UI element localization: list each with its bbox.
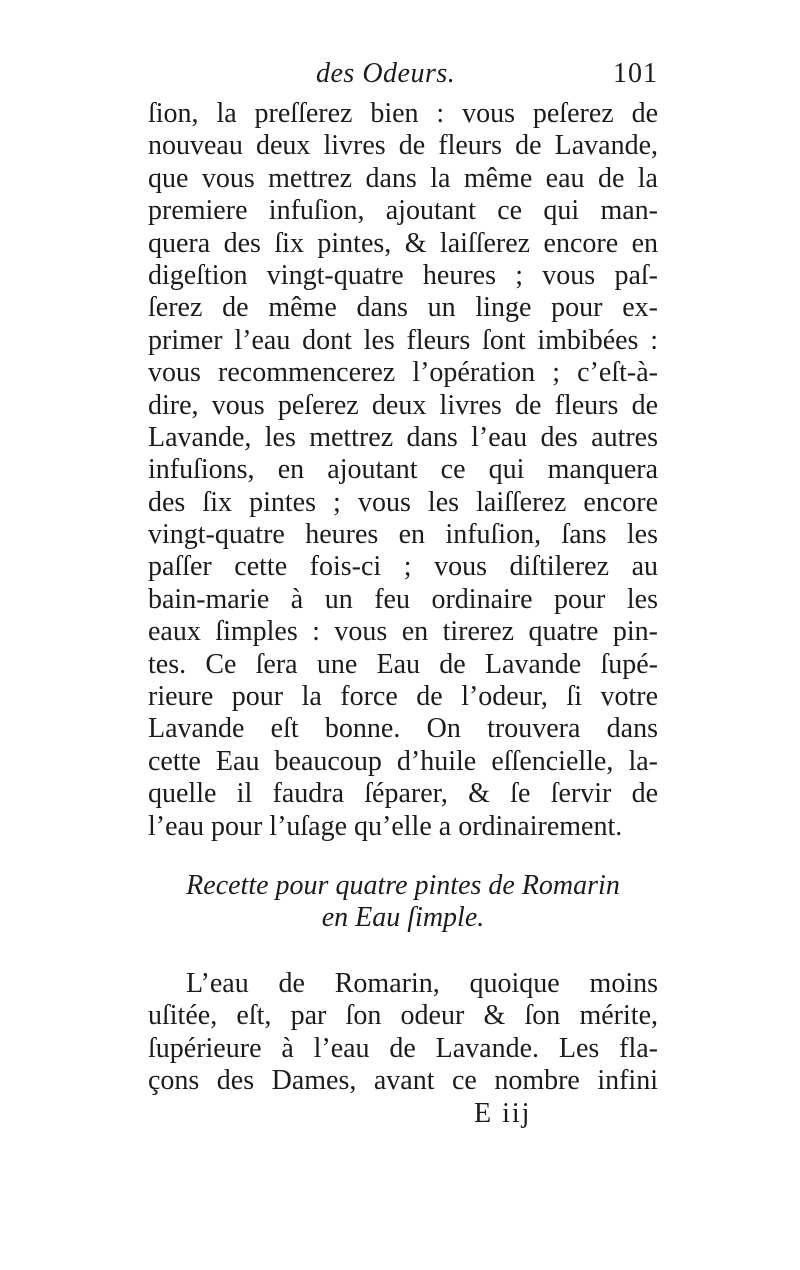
signature-mark: E iij: [474, 1098, 532, 1129]
text-line: des ſix pintes ; vous les laiſſerez encore: [148, 486, 658, 518]
text-line: infuſions, en ajoutant ce qui manquera: [148, 454, 658, 486]
text-line: quera des ſix pintes, & laiſſerez encore en: [148, 227, 658, 259]
recipe-heading-line-2: en Eau ſimple.: [321, 902, 485, 933]
text-line: ſerez de même dans un linge pour ex-: [148, 292, 658, 324]
text-line: cette Eau beaucoup d’huile eſſencielle, la-: [148, 745, 658, 777]
recipe-heading-line-1: Recette pour quatre pintes de Romarin: [186, 870, 620, 901]
text-line: Lavande, les mettrez dans l’eau des autres: [148, 421, 658, 453]
text-line: que vous mettrez dans la même eau de la: [148, 162, 658, 194]
text-line: eaux ſimples : vous en tirerez quatre pin-: [148, 616, 658, 648]
recipe-heading: [148, 870, 658, 934]
body-paragraph-1: [148, 98, 658, 843]
text-line: premiere infuſion, ajoutant ce qui man-: [148, 195, 658, 227]
running-title: des Odeurs.: [316, 58, 456, 89]
text-line: tes. Ce ſera une Eau de Lavande ſupé-: [148, 648, 658, 680]
text-line: bain-marie à un feu ordinaire pour les: [148, 583, 658, 615]
text-line: rieure pour la force de l’odeur, ſi votre: [148, 681, 658, 713]
page-number: 101: [613, 58, 658, 89]
running-head: [148, 58, 658, 98]
text-line: digeſtion vingt-quatre heures ; vous paſ-: [148, 259, 658, 291]
text-line: primer l’eau dont les fleurs ſont imbibées :: [148, 324, 658, 356]
text-line: çons des Dames, avant ce nombre infini: [148, 1065, 658, 1097]
text-line: Lavande eſt bonne. On trouvera dans: [148, 713, 658, 745]
text-line: vingt-quatre heures en infuſion, ſans les: [148, 519, 658, 551]
text-line: ſupérieure à l’eau de Lavande. Les fla-: [148, 1032, 658, 1064]
text-line: nouveau deux livres de fleurs de Lavande,: [148, 130, 658, 162]
text-line: l’eau pour l’uſage qu’elle a ordinairement.: [148, 810, 623, 842]
text-line: dire, vous peſerez deux livres de fleurs de: [148, 389, 658, 421]
text-line: uſitée, eſt, par ſon odeur & ſon mérite,: [148, 1000, 658, 1032]
text-line: L’eau de Romarin, quoique moins: [186, 968, 658, 999]
text-line: ſion, la preſſerez bien : vous peſerez de: [148, 98, 658, 129]
text-line: quelle il faudra ſéparer, & ſe ſervir de: [148, 778, 658, 810]
text-line: vous recommencerez l’opération ; c’eſt-à-: [148, 357, 658, 389]
body-paragraph-2: [148, 968, 658, 1098]
text-line: paſſer cette fois-ci ; vous diſtilerez au: [148, 551, 658, 583]
